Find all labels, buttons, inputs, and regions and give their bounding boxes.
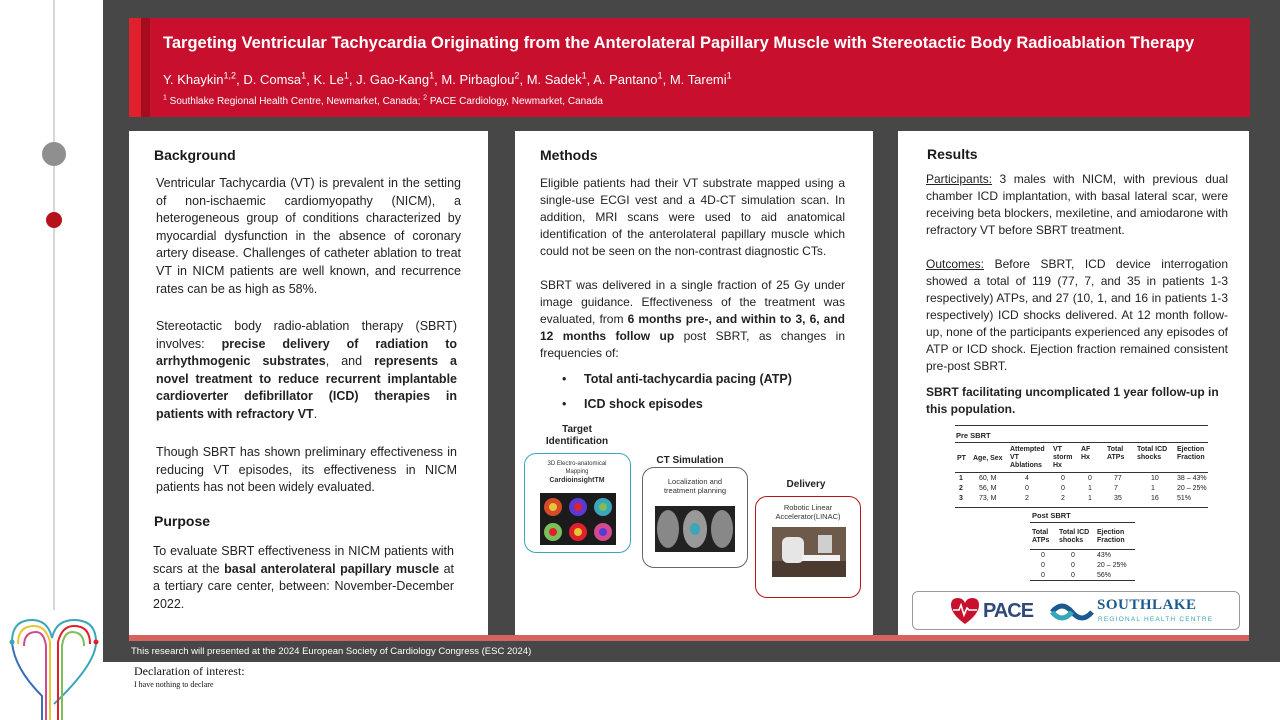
- pre-table-title: Pre SBRT: [956, 431, 991, 440]
- pre-table-top-rule: [955, 425, 1208, 426]
- post-table-title: Post SBRT: [1032, 511, 1071, 520]
- methods-para-1: Eligible patients had their VT substrate mapped using a single-use ECGI vest and a 4D-CT simulation scan. In addition, MRI scans were used to aid anatomical identification of the anterolateral papillary muscle which could not be seen on the non-contrast diagnostic CTs.: [540, 176, 845, 259]
- pre-table-cell: 0: [1025, 485, 1029, 492]
- pre-table-cell: 4: [1025, 475, 1029, 482]
- background-para-2: [156, 318, 457, 424]
- post-table-cell: 0: [1041, 572, 1045, 579]
- pre-table-cell: 1: [1151, 485, 1155, 492]
- author-affil-sup: 1: [657, 70, 663, 81]
- methods-para-2: [540, 277, 845, 362]
- pre-table-header-rule: [955, 442, 1208, 443]
- results-conclusion: SBRT facilitating uncomplicated 1 year follow-up in this population.: [926, 385, 1219, 416]
- pre-table-cell: 2: [959, 485, 963, 492]
- author-affil-sup: 1: [726, 70, 732, 81]
- pre-table-cell: 73, M: [979, 495, 997, 502]
- bg-p2-a: Stereotactic body radio-ablation therapy (SBRT) involves:: [156, 319, 457, 351]
- pre-table-cell: 77: [1114, 475, 1122, 482]
- purpose-a: To evaluate SBRT effectiveness in NICM patients with scars at the: [153, 544, 454, 576]
- timeline-line: [53, 0, 55, 610]
- pre-table-cell: 2: [1025, 495, 1029, 502]
- post-table-cell: 56%: [1097, 572, 1112, 579]
- pre-table-header: Ejection Fraction: [1177, 446, 1205, 461]
- pre-table-header: Total ATPs: [1107, 446, 1125, 461]
- author-name: M. Pirbaglou: [441, 72, 515, 87]
- sponsor-logos: [912, 591, 1240, 630]
- post-table-cell: 20 – 25%: [1097, 562, 1127, 569]
- cardioinsight-map-image: [540, 493, 616, 545]
- author-affil-sup: 1,2: [223, 70, 237, 81]
- pre-table-cell: 1: [1088, 495, 1092, 502]
- affil-text-1: Southlake Regional Health Centre, Newmarket, Canada;: [166, 96, 424, 107]
- author-affil-sup: 2: [514, 70, 520, 81]
- author-name: J. Gao-Kang: [356, 72, 430, 87]
- post-table-header-rule: [1030, 522, 1135, 523]
- affiliations: [163, 96, 603, 107]
- step1-sub: 3D Electro-anatomical Mapping: [547, 461, 607, 475]
- affil-sup-2: 2: [423, 94, 428, 102]
- bg-p2-b: precise delivery of radiation to arrhythmogenic substrates: [156, 336, 457, 369]
- linac-image: [772, 527, 846, 577]
- pre-table-cell: 3: [959, 495, 963, 502]
- bullet-icd-shock: • ICD shock episodes: [562, 397, 792, 422]
- results-heading: Results: [927, 146, 978, 162]
- pre-table-header: VT storm Hx: [1053, 446, 1073, 469]
- pre-table-bottom-rule: [955, 507, 1208, 508]
- pre-table-cell: 0: [1088, 475, 1092, 482]
- pre-table-header: AF Hx: [1081, 446, 1091, 461]
- post-table-cell: 0: [1041, 552, 1045, 559]
- declaration-text: I have nothing to declare: [134, 680, 214, 689]
- pre-table-cell: 0: [1061, 475, 1065, 482]
- methods-heading: Methods: [540, 147, 598, 163]
- pace-heart-icon: [949, 596, 981, 626]
- step2-label: CT Simulation: [656, 455, 724, 466]
- left-margin: [0, 0, 103, 720]
- pre-table-cell: 16: [1151, 495, 1159, 502]
- purpose-c: at a tertiary care center, between: November-December 2022.: [153, 561, 454, 611]
- post-table-cell: 0: [1071, 572, 1075, 579]
- purpose-heading: Purpose: [154, 513, 211, 529]
- footer-note: This research will presented at the 2024 European Society of Cardiology Congress (ESC 2024): [131, 646, 532, 657]
- step1-brand: CardioinsightTM: [549, 477, 605, 484]
- declaration-heading: Declaration of interest:: [134, 664, 245, 678]
- post-table-header: Total ATPs: [1032, 529, 1050, 544]
- ct-scan-image: [655, 506, 735, 552]
- pre-table-header: Total ICD shocks: [1137, 446, 1168, 461]
- author-list: Y. Khaykin$^{1,2}$, D. Comsa$^1$, K. Le$^1$, J. Gao-Kang$^1$, M. Pirbaglou$^2$, M. Sadek$^1$, A. Pantano$^1$, M. Taremi$^1$: [163, 70, 732, 87]
- purpose-b: basal anterolateral papillary muscle: [224, 561, 440, 576]
- pre-table-cell: 7: [1114, 485, 1118, 492]
- purpose-text: [153, 543, 454, 613]
- post-table-cell: 0: [1041, 562, 1045, 569]
- bullet-atp: • Total anti-tachycardia pacing (ATP): [562, 372, 792, 397]
- author-affil-sup: 1: [343, 70, 349, 81]
- southlake-wordmark: SOUTHLAKE: [1097, 597, 1197, 613]
- author-name: Y. Khaykin: [163, 72, 224, 87]
- pre-table-header-bottom-rule: [955, 472, 1208, 473]
- pre-table-header: PT: [957, 455, 966, 462]
- pre-table-cell: 56, M: [979, 485, 997, 492]
- post-table-cell: 0: [1071, 552, 1075, 559]
- post-table-header-bottom-rule: [1030, 549, 1135, 550]
- bg-p2-d: represents a novel treatment to reduce recurrent implantable cardioverter defibrillator (ICD) therapies in patients with refractory VT: [156, 354, 457, 421]
- pre-table-cell: 10: [1151, 475, 1159, 482]
- author-name: D. Comsa: [243, 72, 302, 87]
- pre-table-cell: 1: [959, 475, 963, 482]
- participants-label: Participants:: [926, 172, 993, 186]
- post-table-header: Total ICD shocks: [1059, 529, 1090, 544]
- pre-table-header: Age, Sex: [973, 455, 1003, 462]
- background-para-1: Ventricular Tachycardia (VT) is prevalent in the setting of non-ischaemic cardiomyopathy (NICM), a heterogeneous group of conditions characterized by myocardial dysfunction in the absence of coronary artery disease. Challenges of catheter ablation to treat VT in NICM patients are well known, and recurrence rates can be as high as 58%.: [156, 176, 461, 296]
- methods-p2-c: post SBRT, as changes in frequencies of:: [540, 329, 846, 361]
- bg-p2-e: .: [313, 406, 318, 421]
- southlake-subtitle: REGIONAL HEALTH CENTRE: [1098, 616, 1214, 623]
- step1-label: Target Identification: [545, 424, 609, 447]
- bg-p2-c: , and: [325, 354, 375, 369]
- author-name: A. Pantano: [593, 72, 658, 87]
- affil-text-2: PACE Cardiology, Newmarket, Canada: [427, 96, 603, 107]
- author-affil-sup: 1: [301, 70, 307, 81]
- outcomes-text: [926, 256, 1228, 375]
- author-affil-sup: 1: [429, 70, 435, 81]
- step3-sub: Robotic Linear Accelerator(LINAC): [775, 503, 841, 521]
- post-table-bottom-rule: [1030, 580, 1135, 581]
- author-name: K. Le: [313, 72, 344, 87]
- background-heading: Background: [154, 147, 236, 163]
- circuit-heart-icon: [2, 612, 104, 720]
- pre-table-cell: 60, M: [979, 475, 997, 482]
- banner-divider: [141, 18, 150, 117]
- pre-table-cell: 35: [1114, 495, 1122, 502]
- pre-table-cell: 38 – 43%: [1177, 475, 1207, 482]
- pre-table-cell: 20 – 25%: [1177, 485, 1207, 492]
- banner-accent: [129, 18, 141, 117]
- post-table-cell: 0: [1071, 562, 1075, 569]
- author-name: M. Taremi: [669, 72, 727, 87]
- pre-table-cell: 0: [1061, 485, 1065, 492]
- pre-table-cell: 2: [1061, 495, 1065, 502]
- southlake-wave-icon: [1050, 599, 1094, 625]
- participants-text: [926, 171, 1228, 239]
- background-para-3: Though SBRT has shown preliminary effectiveness in reducing VT episodes, its effectiveness in NICM patients has not been widely evaluated.: [156, 445, 457, 495]
- step2-sub: Localization and treatment planning: [663, 477, 727, 495]
- author-name: M. Sadek: [526, 72, 582, 87]
- pre-table-cell: 1: [1088, 485, 1092, 492]
- methods-p2-a: SBRT was delivered in a single fraction of 25 Gy under image guidance. Effectiveness of the treatment was evaluated, from: [540, 278, 845, 327]
- pre-table-cell: 51%: [1177, 495, 1192, 502]
- author-affil-sup: 1: [581, 70, 587, 81]
- step3-label: Delivery: [786, 479, 826, 490]
- affil-sup-1: 1: [163, 94, 167, 102]
- outcomes-label: Outcomes:: [926, 257, 985, 271]
- post-table-header: Ejection Fraction: [1097, 529, 1125, 544]
- post-table-cell: 43%: [1097, 552, 1112, 559]
- outcomes-body: Before SBRT, ICD device interrogation showed a total of 119 (77, 7, and 35 in patients 1-3 respectively) ATPs, and 27 (10, 1, and 16 in patients 1-3 respectively) ICD shocks delivered. At 12 month follow-up, none of the participants experienced any episodes of ATP or ICD shock. Ejection fraction remained consistent pre-post SBRT.: [926, 257, 1228, 373]
- methods-bullets: [562, 372, 792, 422]
- poster-title: Targeting Ventricular Tachycardia Originating from the Anterolateral Papillary Muscle with Stereotactic Body Radioablation Therapy: [163, 34, 1195, 52]
- pace-wordmark: PACE: [983, 600, 1034, 622]
- participants-body: 3 males with NICM, with previous dual chamber ICD implantation, with basal lateral scar, were receiving beta blockers, mexiletine, and amiodarone with refractory VT before SBRT treatment.: [926, 172, 1228, 237]
- grey-dot-marker: [42, 142, 66, 166]
- bottom-accent-strip: [129, 635, 1249, 641]
- pre-table-header: Attempted VT Ablations: [1010, 446, 1045, 469]
- methods-p2-b: 6 months pre-, and within to 3, 6, and 12 months follow up: [540, 312, 846, 344]
- red-dot-marker: [46, 212, 62, 228]
